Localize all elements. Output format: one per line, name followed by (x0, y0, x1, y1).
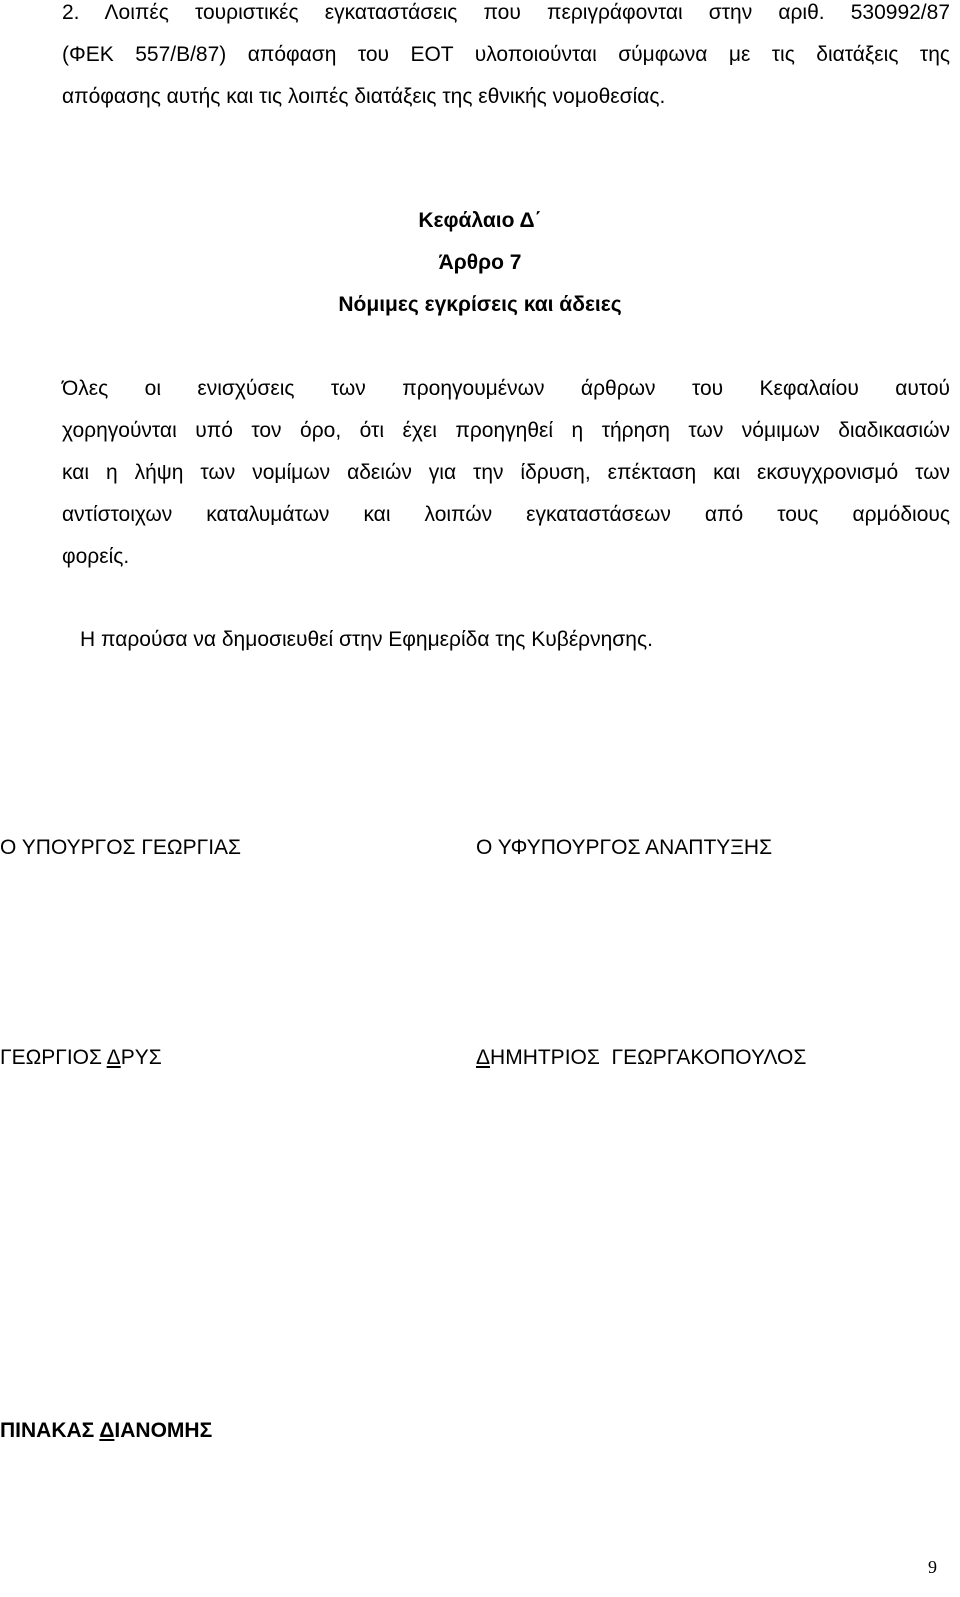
article-line: χορηγούνται υπό τον όρο, ότι έχει προηγηθεί η τήρηση των νόμιμων διαδικασιών (62, 419, 950, 442)
article-line: αντίστοιχων καταλυμάτων και λοιπών εγκαταστάσεων από τους αρμόδιους (62, 503, 950, 526)
name-prefix: ΓΕΩΡΓΙΟΣ (0, 1046, 107, 1069)
signatory-name-deputy-minister (476, 1046, 806, 1070)
intro-line: απόφασης αυτής και τις λοιπές διατάξεις της εθνικής νομοθεσίας. (62, 85, 666, 108)
article-line: Όλες οι ενισχύσεις των προηγουμένων άρθρων του Κεφαλαίου αυτού (62, 377, 950, 400)
distribution-prefix: ΠΙΝΑΚΑΣ (0, 1419, 100, 1442)
intro-line: 2. Λοιπές τουριστικές εγκαταστάσεις που περιγράφονται στην αριθ. 530992/87 (62, 1, 950, 24)
name-underlined-letter: Δ (106, 1046, 121, 1069)
distribution-suffix: ΙΑΝΟΜΗΣ (114, 1419, 213, 1442)
article-line: φορείς. (62, 545, 130, 568)
distribution-heading (0, 1419, 212, 1443)
chapter-title: Κεφάλαιο Δ΄ (418, 209, 542, 232)
article-title: Άρθρο 7 (438, 251, 522, 274)
article-subtitle: Νόμιμες εγκρίσεις και άδειες (338, 293, 622, 316)
distribution-underlined-letter: Δ (99, 1419, 115, 1442)
signatory-role-minister: Ο ΥΠΟΥΡΓΟΣ ΓΕΩΡΓΙΑΣ (0, 836, 242, 859)
name-suffix: ΡΥΣ (120, 1046, 162, 1069)
name-suffix: ΗΜΗΤΡΙΟΣ ΓΕΩΡΓΑΚΟΠΟΥΛΟΣ (490, 1046, 807, 1069)
signatory-name-minister (0, 1046, 162, 1070)
signatory-role-deputy-minister: Ο ΥΦΥΠΟΥΡΓΟΣ ΑΝΑΠΤΥΞΗΣ (476, 836, 773, 859)
name-underlined-letter: Δ (476, 1046, 491, 1069)
intro-line: (ΦΕΚ 557/Β/87) απόφαση του ΕΟΤ υλοποιούνται σύμφωνα με τις διατάξεις της (62, 43, 950, 66)
article-line: και η λήψη των νομίμων αδειών για την ίδρυση, επέκταση και εκσυγχρονισμό των (62, 461, 950, 484)
page-number: 9 (928, 1557, 937, 1577)
publication-notice: Η παρούσα να δημοσιευθεί στην Εφημερίδα της Κυβέρνησης. (80, 628, 653, 651)
